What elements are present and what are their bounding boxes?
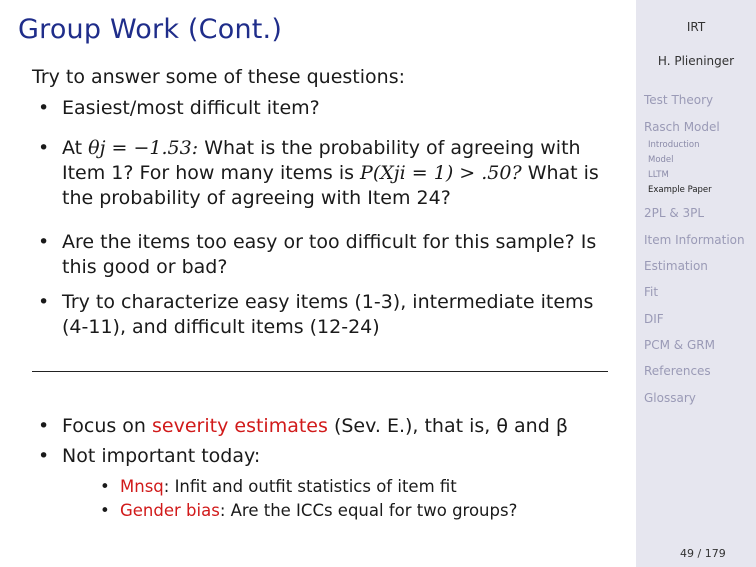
probability-condition: P(Xji = 1) > .50? xyxy=(360,162,522,184)
bullet-text: Try to characterize easy items (1-3), intermediate items (4-11), and difficult items (12-24) xyxy=(62,291,594,338)
sidebar-item-references[interactable]: References xyxy=(644,364,711,378)
bullet-item xyxy=(38,444,618,469)
bullet-text: Not important today: xyxy=(62,445,261,467)
sidebar-item-estimation[interactable]: Estimation xyxy=(644,259,708,273)
sidebar-author: H. Plieninger xyxy=(657,54,735,68)
sidebar-title: IRT xyxy=(686,20,706,34)
theta-equation: θj = −1.53: xyxy=(88,137,199,159)
slide-title: Group Work (Cont.) xyxy=(18,14,283,45)
bullet-item xyxy=(38,96,618,121)
bullet-dot-icon: • xyxy=(38,231,50,253)
bullet-item xyxy=(38,414,618,439)
gender-bias-term: Gender bias xyxy=(120,501,220,520)
mnsq-text: : Infit and outfit statistics of item fit xyxy=(163,477,457,496)
bullet-text xyxy=(62,414,618,439)
sub-bullet-item xyxy=(100,500,600,522)
sidebar-item-item-information[interactable]: Item Information xyxy=(644,233,745,247)
page-number: 49 / 179 xyxy=(680,547,726,560)
focus-prefix: Focus on xyxy=(62,415,146,437)
sub-bullet-text xyxy=(120,476,600,498)
bullet-dot-icon: • xyxy=(38,445,50,467)
bullet-prefix: At xyxy=(62,137,83,159)
bullet-dot-icon: • xyxy=(38,97,50,119)
sidebar-subitem-lltm[interactable]: LLTM xyxy=(648,170,669,180)
sidebar-item-2pl-3pl[interactable]: 2PL & 3PL xyxy=(644,206,705,220)
bullet-dot-icon: • xyxy=(38,291,50,313)
sub-bullet-text xyxy=(120,500,600,522)
bullet-dot-icon: • xyxy=(100,477,110,496)
sub-bullet-item xyxy=(100,476,600,498)
severity-highlight: severity estimates xyxy=(152,415,328,437)
sidebar-subitem-introduction[interactable]: Introduction xyxy=(648,140,700,150)
bullet-text: Are the items too easy or too difficult for this sample? Is this good or bad? xyxy=(62,231,597,278)
sidebar-item-test-theory[interactable]: Test Theory xyxy=(644,93,714,107)
bullet-dot-icon: • xyxy=(100,501,110,520)
bullet-text-part: What is the probability of agreeing with Item 1? For how many items is xyxy=(62,137,581,184)
gender-bias-text: : Are the ICCs equal for two groups? xyxy=(219,501,518,520)
bullet-item xyxy=(38,230,618,280)
sidebar-item-pcm-grm[interactable]: PCM & GRM xyxy=(644,338,715,352)
bullet-item xyxy=(38,136,618,211)
bullet-dot-icon: • xyxy=(38,137,50,159)
sidebar-item-fit[interactable]: Fit xyxy=(644,285,659,299)
sidebar-item-rasch-model[interactable]: Rasch Model xyxy=(644,120,720,134)
sidebar-subitem-example-paper[interactable]: Example Paper xyxy=(648,185,712,195)
bullet-item xyxy=(38,290,618,340)
focus-suffix: (Sev. E.), that is, θ and β xyxy=(333,415,568,437)
sidebar-item-glossary[interactable]: Glossary xyxy=(644,391,696,405)
bullet-text-part: What is the probability of agreeing with Item 24? xyxy=(62,162,599,209)
sidebar xyxy=(636,0,756,567)
mnsq-term: Mnsq xyxy=(120,477,164,496)
divider-rule xyxy=(32,371,608,372)
bullet-text xyxy=(62,136,618,211)
bullet-text: Easiest/most difficult item? xyxy=(62,97,320,119)
sidebar-item-dif[interactable]: DIF xyxy=(644,312,664,326)
sidebar-subitem-model[interactable]: Model xyxy=(648,155,674,165)
bullet-dot-icon: • xyxy=(38,415,50,437)
intro-text: Try to answer some of these questions: xyxy=(32,66,405,88)
